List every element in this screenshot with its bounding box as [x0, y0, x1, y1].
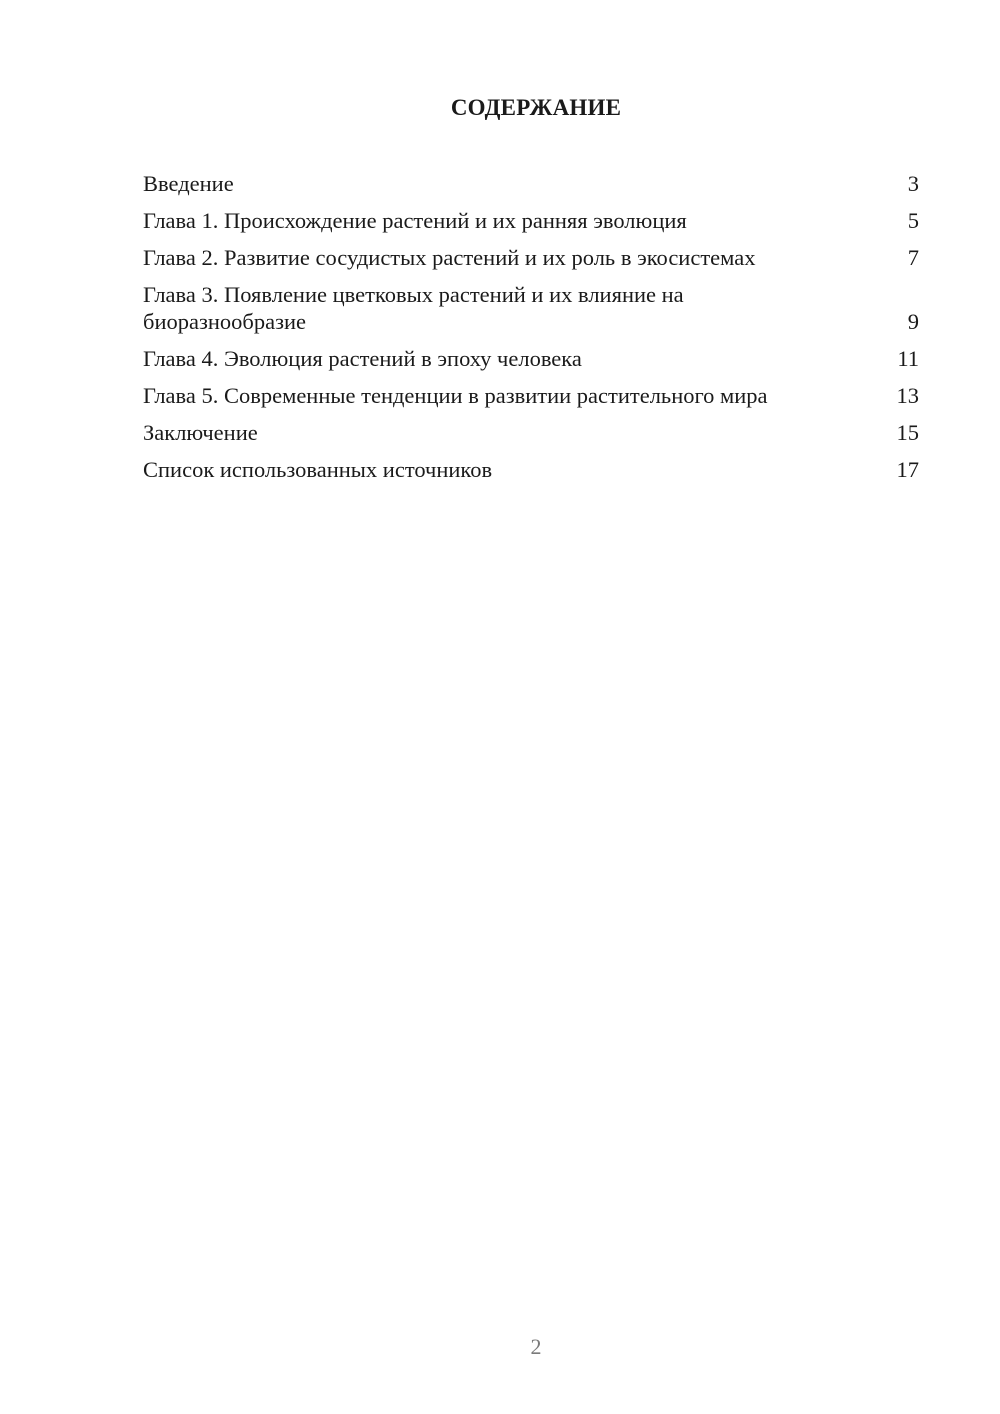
toc-entry-page: 7 [907, 245, 919, 270]
toc-entry-page: 9 [907, 309, 919, 334]
toc-entry-chapter-3[interactable] [143, 281, 919, 335]
toc-entry-page: 17 [896, 457, 919, 482]
toc-entry-conclusion[interactable] [143, 419, 919, 446]
toc-entry-chapter-5[interactable] [143, 382, 919, 409]
toc-entry-label: Глава 5. Современные тенденции в развитии растительного мира [143, 383, 768, 408]
toc-entry-chapter-4[interactable] [143, 345, 919, 372]
page-number: 2 [530, 1334, 542, 1359]
toc-entry-label: Глава 4. Эволюция растений в эпоху человека [143, 346, 582, 371]
table-of-contents [143, 170, 919, 493]
toc-entry-label: Глава 3. Появление цветковых растений и их влияние на биоразнообразие [143, 282, 684, 334]
toc-entry-label: Глава 1. Происхождение растений и их ранняя эволюция [143, 208, 687, 233]
toc-entry-page: 5 [907, 208, 919, 233]
toc-entry-page: 13 [896, 383, 919, 408]
toc-title: СОДЕРЖАНИЕ [450, 95, 622, 120]
toc-entry-page: 15 [896, 420, 919, 445]
toc-entry-references[interactable] [143, 456, 919, 483]
toc-entry-label: Заключение [143, 420, 258, 445]
toc-entry-page: 11 [897, 346, 919, 371]
toc-entry-chapter-1[interactable] [143, 207, 919, 234]
toc-entry-label: Глава 2. Развитие сосудистых растений и их роль в экосистемах [143, 245, 756, 270]
toc-entry-label: Список использованных источников [143, 457, 493, 482]
toc-entry-chapter-2[interactable] [143, 244, 919, 271]
toc-entry-page: 3 [907, 171, 919, 196]
toc-entry-introduction[interactable] [143, 170, 919, 197]
toc-entry-label: Введение [143, 171, 234, 196]
